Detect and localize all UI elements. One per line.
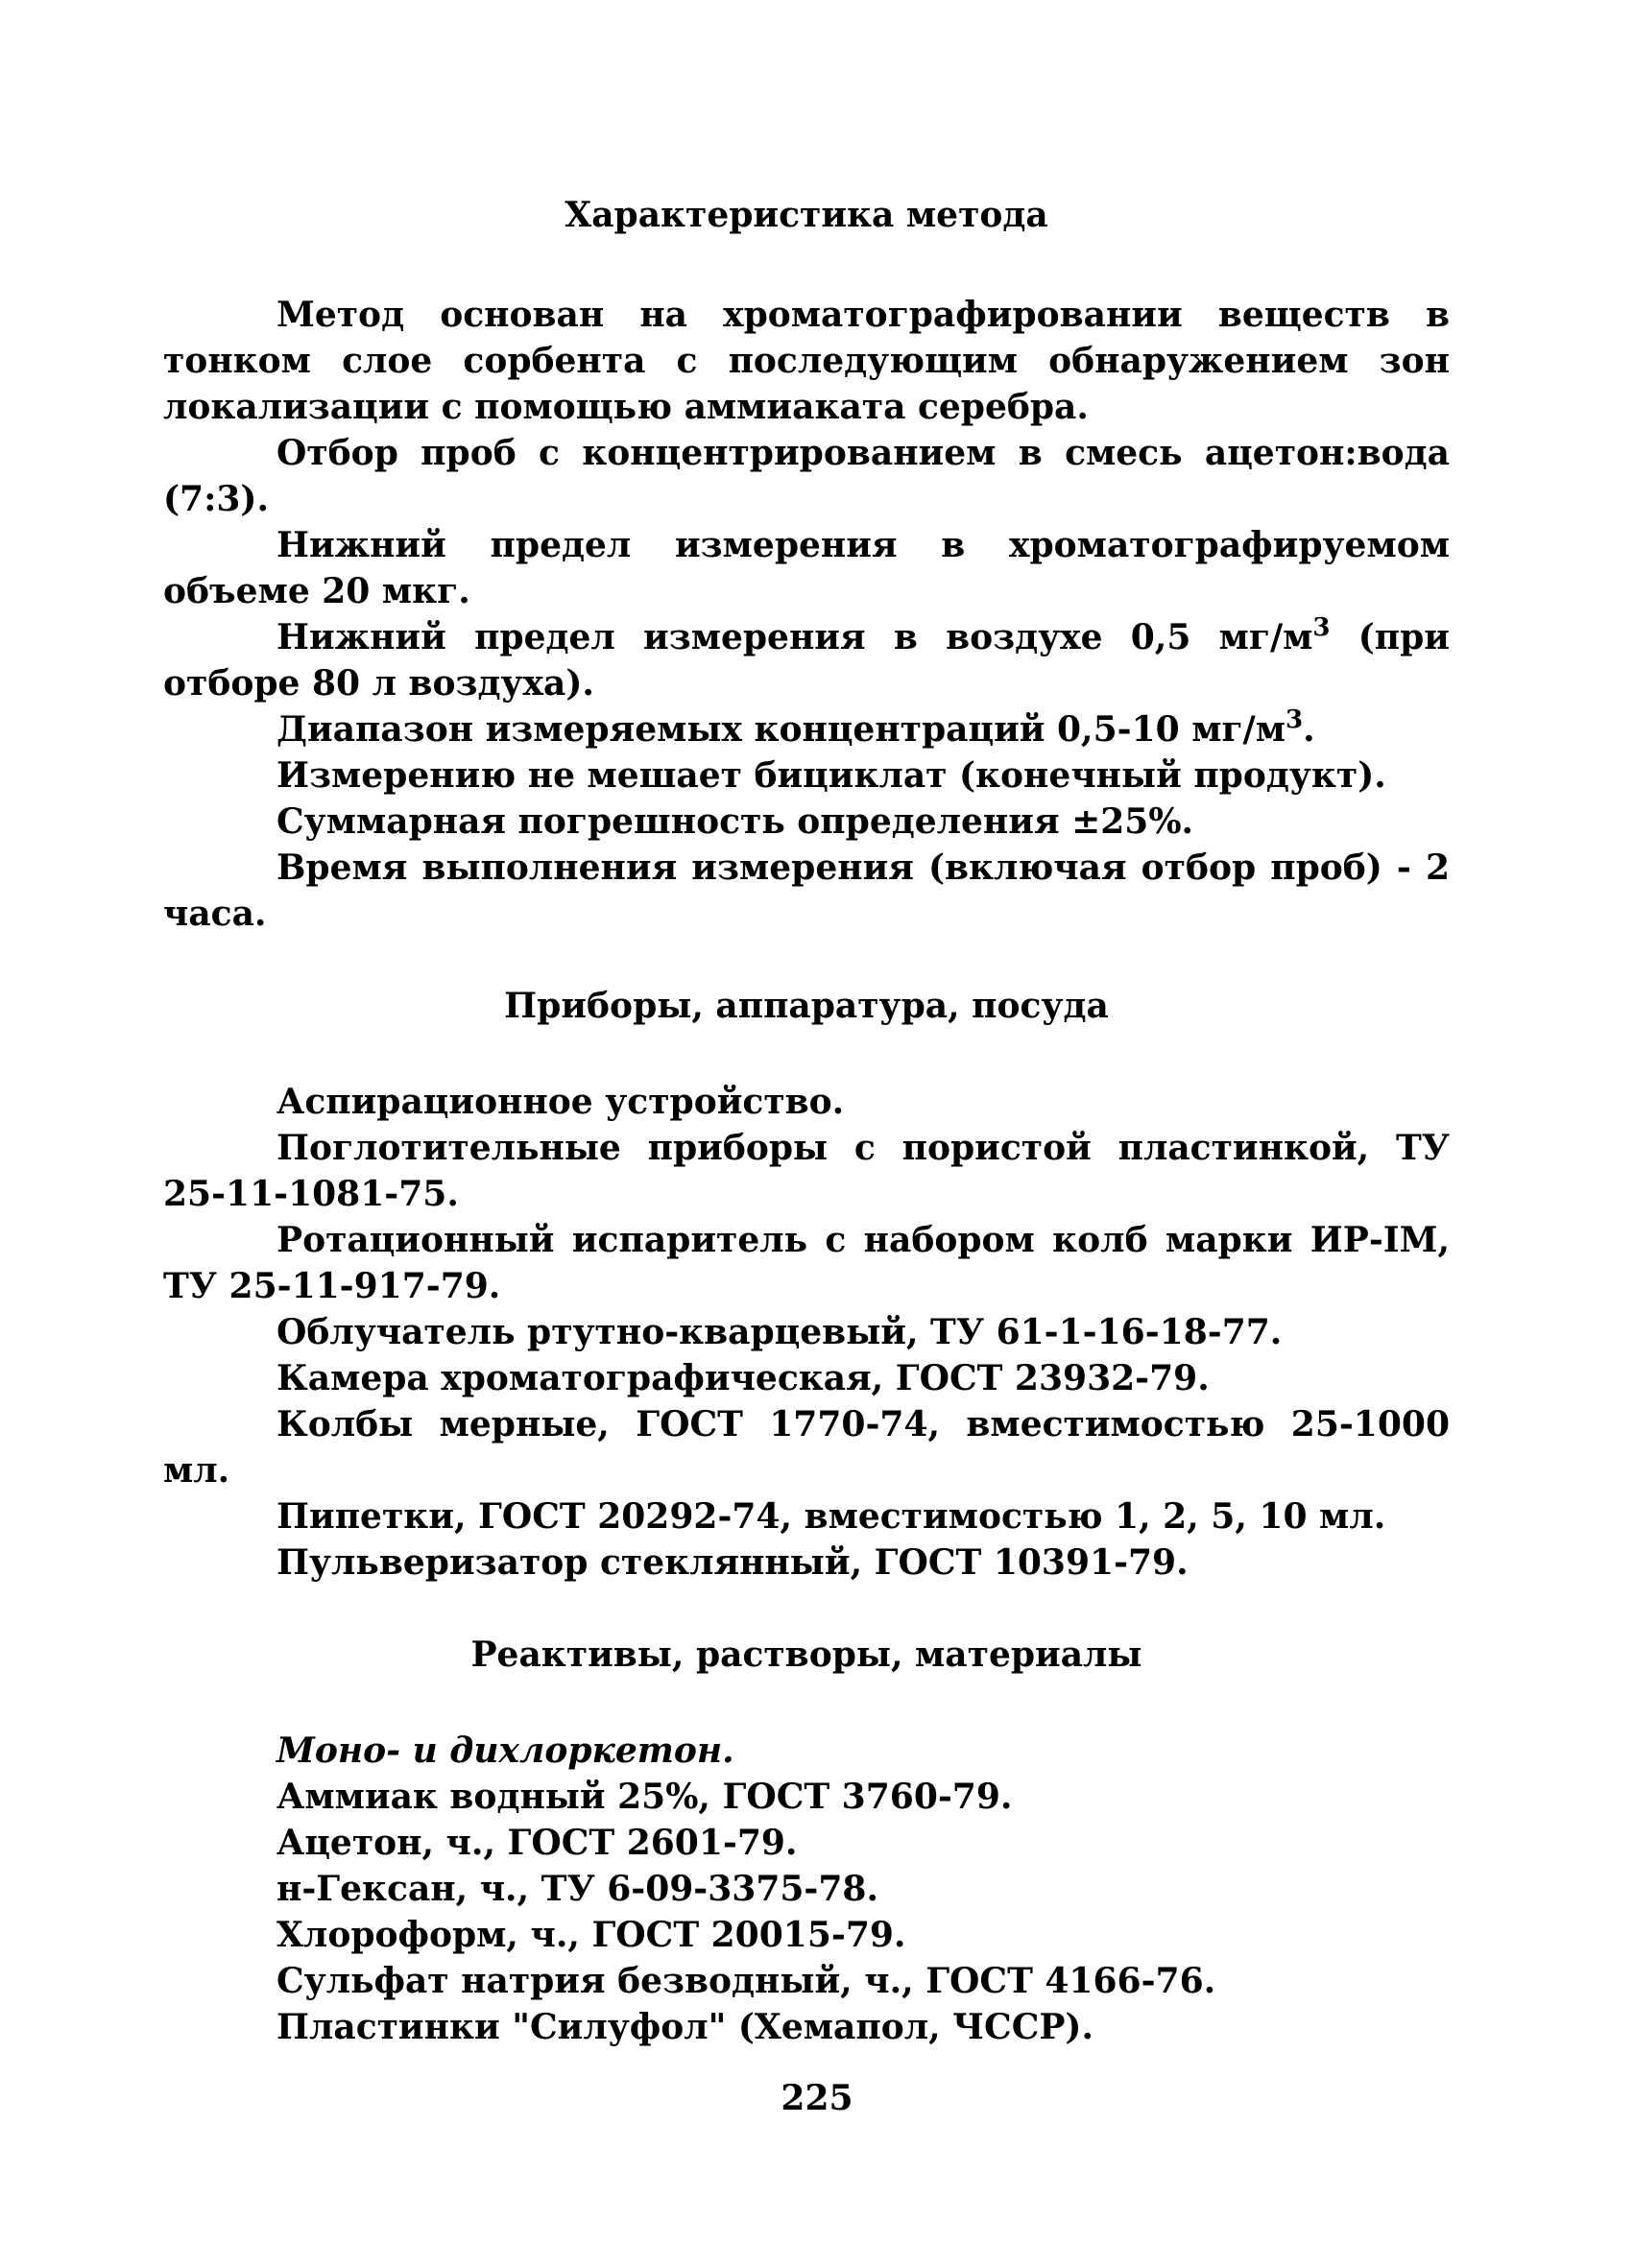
- document-page: [163, 192, 1450, 2050]
- list-item: Колбы мерные, ГОСТ 1770-74, вместимостью 25-1000 мл.: [163, 1404, 1450, 1491]
- paragraph: Измерению не мешает бициклат (конечный продукт).: [276, 755, 1386, 796]
- reagents-list: [163, 1728, 1450, 2050]
- text-segment: Нижний предел измерения в воздухе 0,5 мг/м: [276, 617, 1313, 657]
- section-title-equipment: Приборы, аппаратура, посуда: [504, 986, 1109, 1026]
- section-title-reagents: Реактивы, растворы, материалы: [470, 1635, 1142, 1675]
- list-item: Пульверизатор стеклянный, ГОСТ 10391-79.: [276, 1542, 1189, 1583]
- superscript: 3: [1285, 705, 1304, 734]
- text-segment: (при отборе 80 л воздуха).: [163, 617, 1450, 704]
- text-segment: Диапазон измеряемых концентраций 0,5-10 мг/м: [276, 709, 1286, 750]
- list-item: н-Гексан, ч., ТУ 6-09-3375-78.: [276, 1869, 878, 1909]
- list-item: Пипетки, ГОСТ 20292-74, вместимостью 1, 2, 5, 10 мл.: [276, 1496, 1386, 1537]
- equipment-list: [163, 1079, 1450, 1586]
- list-item: Моно- и дихлоркетон.: [276, 1731, 734, 1771]
- list-item: Камера хроматографическая, ГОСТ 23932-79.: [276, 1358, 1210, 1398]
- paragraph: Нижний предел измерения в хроматографируемом объеме 20 мкг.: [163, 525, 1450, 611]
- paragraph: Время выполнения измерения (включая отбор проб) - 2 часа.: [163, 848, 1450, 934]
- list-item: Ротационный испаритель с набором колб марки ИР-IM, ТУ 25-11-917-79.: [163, 1220, 1450, 1306]
- list-item: Облучатель ртутно-кварцевый, ТУ 61-1-16-18-77.: [276, 1312, 1283, 1352]
- paragraph: Суммарная погрешность определения ±25%.: [276, 801, 1194, 842]
- list-item: Сульфат натрия безводный, ч., ГОСТ 4166-76.: [276, 1961, 1216, 2001]
- section-title-method-characteristics: Характеристика метода: [565, 195, 1048, 235]
- list-item: Аммиак водный 25%, ГОСТ 3760-79.: [276, 1777, 1013, 1817]
- paragraph-air-limit: [163, 614, 1450, 706]
- paragraph-range: [163, 706, 1450, 752]
- list-item: Аспирационное устройство.: [276, 1082, 845, 1122]
- list-item: Ацетон, ч., ГОСТ 2601-79.: [276, 1823, 798, 1863]
- page-number: 225: [781, 2078, 853, 2118]
- paragraph: Метод основан на хроматографировании веществ в тонком слое сорбента с последующим обнаружением зон локализации с помощью аммиаката серебра.: [163, 295, 1450, 427]
- text-segment: .: [1303, 709, 1315, 750]
- list-item: Поглотительные приборы с пористой пластинкой, ТУ 25-11-1081-75.: [163, 1128, 1450, 1214]
- list-item: Пластинки "Силуфол" (Хемапол, ЧССР).: [276, 2007, 1093, 2047]
- list-item: Хлороформ, ч., ГОСТ 20015-79.: [276, 1915, 906, 1955]
- superscript: 3: [1312, 613, 1331, 642]
- paragraph: Отбор проб с концентрированием в смесь ацетон:вода (7:3).: [163, 433, 1450, 519]
